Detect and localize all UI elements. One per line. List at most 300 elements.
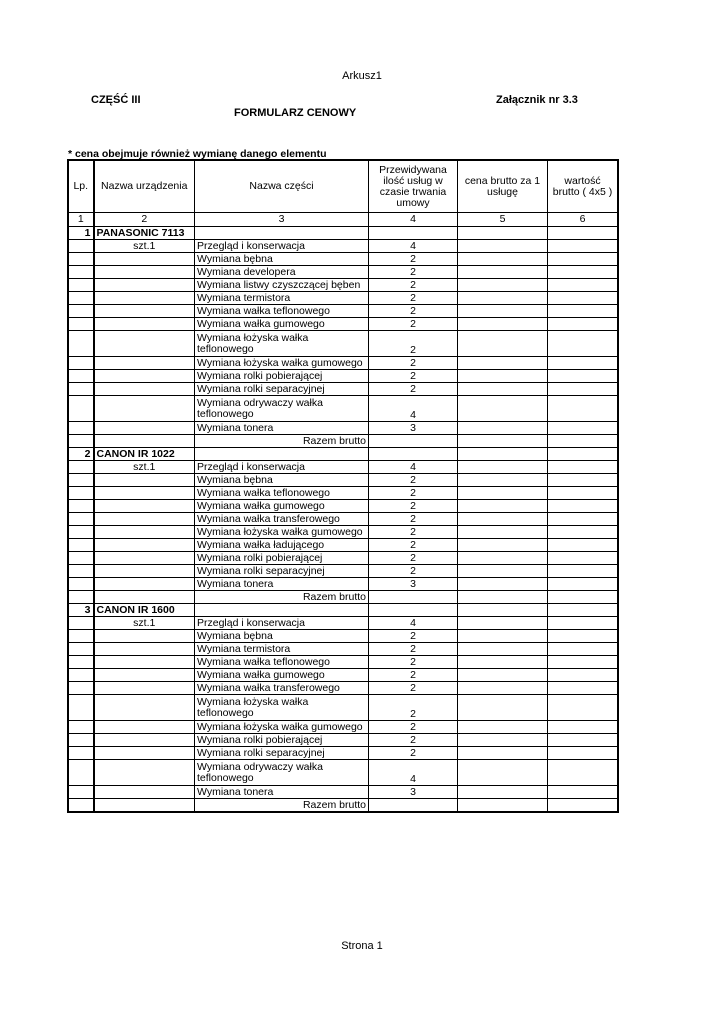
usage-qty: 4 <box>369 617 458 630</box>
usage-qty: 2 <box>369 487 458 500</box>
header-usage: Przewidywana ilość usług w czasie trwania umowy <box>369 161 458 213</box>
device-cell <box>94 552 195 565</box>
empty-cell <box>369 448 458 461</box>
empty-cell <box>369 435 458 448</box>
part-name: Wymiana bębna <box>195 474 369 487</box>
device-name: PANASONIC 7113 <box>94 227 195 240</box>
usage-qty: 2 <box>369 318 458 331</box>
empty-cell <box>458 799 548 812</box>
part-name: Wymiana łożyska wałka teflonowego <box>195 331 369 357</box>
device-cell <box>94 786 195 799</box>
lp-cell <box>69 695 94 721</box>
value-cell <box>548 552 618 565</box>
lp-cell <box>69 799 94 812</box>
device-lp: 1 <box>69 227 94 240</box>
value-cell <box>548 474 618 487</box>
lp-cell <box>69 305 94 318</box>
part-name: Przegląd i konserwacja <box>195 240 369 253</box>
price-cell <box>458 630 548 643</box>
part-row <box>69 357 618 370</box>
value-cell <box>548 383 618 396</box>
device-cell <box>94 643 195 656</box>
usage-qty: 2 <box>369 539 458 552</box>
value-cell <box>548 526 618 539</box>
part-name: Wymiana rolki separacyjnej <box>195 383 369 396</box>
part-name: Wymiana bębna <box>195 630 369 643</box>
value-cell <box>548 266 618 279</box>
part-name: Wymiana wałka teflonowego <box>195 305 369 318</box>
price-cell <box>458 695 548 721</box>
price-cell <box>458 253 548 266</box>
device-cell <box>94 396 195 422</box>
total-row <box>69 435 618 448</box>
usage-qty: 2 <box>369 474 458 487</box>
empty-cell <box>369 591 458 604</box>
value-cell <box>548 331 618 357</box>
part-row <box>69 383 618 396</box>
usage-qty: 2 <box>369 669 458 682</box>
usage-qty: 2 <box>369 266 458 279</box>
device-cell <box>94 526 195 539</box>
lp-cell <box>69 357 94 370</box>
part-label: CZĘŚĆ III <box>91 94 141 106</box>
usage-qty: 2 <box>369 656 458 669</box>
price-cell <box>458 461 548 474</box>
usage-qty: 2 <box>369 292 458 305</box>
price-cell <box>458 578 548 591</box>
price-cell <box>458 539 548 552</box>
part-row <box>69 474 618 487</box>
usage-qty: 3 <box>369 422 458 435</box>
price-note: * cena obejmuje również wymianę danego elementu <box>68 148 327 160</box>
part-row <box>69 630 618 643</box>
part-row <box>69 669 618 682</box>
usage-qty: 2 <box>369 747 458 760</box>
lp-cell <box>69 383 94 396</box>
price-cell <box>458 357 548 370</box>
part-name: Przegląd i konserwacja <box>195 461 369 474</box>
part-row <box>69 552 618 565</box>
device-cell <box>94 474 195 487</box>
device-cell <box>94 721 195 734</box>
value-cell <box>548 396 618 422</box>
device-cell <box>94 682 195 695</box>
empty-cell <box>548 227 618 240</box>
empty-cell <box>548 435 618 448</box>
device-cell <box>94 591 195 604</box>
lp-cell <box>69 474 94 487</box>
empty-cell <box>548 799 618 812</box>
total-label: Razem brutto <box>195 799 369 812</box>
part-row <box>69 292 618 305</box>
device-cell <box>94 799 195 812</box>
qty-label: szt.1 <box>94 617 195 630</box>
lp-cell <box>69 578 94 591</box>
lp-cell <box>69 786 94 799</box>
lp-cell <box>69 513 94 526</box>
device-cell <box>94 734 195 747</box>
lp-cell <box>69 422 94 435</box>
part-row <box>69 578 618 591</box>
value-cell <box>548 721 618 734</box>
lp-cell <box>69 747 94 760</box>
device-cell <box>94 305 195 318</box>
column-number: 1 <box>69 213 94 227</box>
lp-cell <box>69 617 94 630</box>
device-lp: 3 <box>69 604 94 617</box>
lp-cell <box>69 318 94 331</box>
lp-cell <box>69 760 94 786</box>
part-row <box>69 513 618 526</box>
part-row <box>69 500 618 513</box>
device-lp: 2 <box>69 448 94 461</box>
value-cell <box>548 578 618 591</box>
part-row <box>69 617 618 630</box>
price-cell <box>458 760 548 786</box>
part-name: Wymiana tonera <box>195 786 369 799</box>
total-row <box>69 591 618 604</box>
value-cell <box>548 617 618 630</box>
table-header-row <box>69 161 618 213</box>
price-cell <box>458 487 548 500</box>
part-row <box>69 656 618 669</box>
price-cell <box>458 266 548 279</box>
value-cell <box>548 734 618 747</box>
value-cell <box>548 461 618 474</box>
device-cell <box>94 578 195 591</box>
price-table <box>68 160 618 812</box>
price-cell <box>458 643 548 656</box>
device-row <box>69 604 618 617</box>
value-cell <box>548 500 618 513</box>
value-cell <box>548 370 618 383</box>
usage-qty: 2 <box>369 357 458 370</box>
price-cell <box>458 617 548 630</box>
value-cell <box>548 695 618 721</box>
value-cell <box>548 305 618 318</box>
part-row <box>69 331 618 357</box>
price-cell <box>458 240 548 253</box>
device-cell <box>94 656 195 669</box>
usage-qty: 4 <box>369 240 458 253</box>
part-name: Wymiana wałka gumowego <box>195 669 369 682</box>
value-cell <box>548 422 618 435</box>
part-name: Wymiana termistora <box>195 292 369 305</box>
usage-qty: 2 <box>369 370 458 383</box>
device-cell <box>94 279 195 292</box>
usage-qty: 2 <box>369 253 458 266</box>
lp-cell <box>69 669 94 682</box>
price-cell <box>458 669 548 682</box>
usage-qty: 3 <box>369 786 458 799</box>
part-name: Przegląd i konserwacja <box>195 617 369 630</box>
part-name: Wymiana rolki pobierającej <box>195 370 369 383</box>
device-cell <box>94 435 195 448</box>
lp-cell <box>69 266 94 279</box>
price-cell <box>458 383 548 396</box>
empty-cell <box>548 604 618 617</box>
device-cell <box>94 253 195 266</box>
part-row <box>69 695 618 721</box>
value-cell <box>548 539 618 552</box>
column-number: 6 <box>548 213 618 227</box>
part-name: Wymiana developera <box>195 266 369 279</box>
qty-label: szt.1 <box>94 240 195 253</box>
price-cell <box>458 318 548 331</box>
value-cell <box>548 318 618 331</box>
lp-cell <box>69 370 94 383</box>
part-name: Wymiana łożyska wałka gumowego <box>195 357 369 370</box>
empty-cell <box>548 591 618 604</box>
part-row <box>69 487 618 500</box>
lp-cell <box>69 721 94 734</box>
part-name: Wymiana wałka teflonowego <box>195 656 369 669</box>
total-label: Razem brutto <box>195 591 369 604</box>
column-number: 3 <box>195 213 369 227</box>
device-cell <box>94 565 195 578</box>
value-cell <box>548 656 618 669</box>
usage-qty: 2 <box>369 682 458 695</box>
part-row <box>69 747 618 760</box>
lp-cell <box>69 240 94 253</box>
sheet-title: Arkusz1 <box>342 70 382 82</box>
price-cell <box>458 500 548 513</box>
price-cell <box>458 474 548 487</box>
usage-qty: 4 <box>369 396 458 422</box>
lp-cell <box>69 656 94 669</box>
value-cell <box>548 240 618 253</box>
part-row <box>69 253 618 266</box>
usage-qty: 2 <box>369 630 458 643</box>
price-cell <box>458 565 548 578</box>
usage-qty: 2 <box>369 279 458 292</box>
part-name: Wymiana rolki pobierającej <box>195 734 369 747</box>
value-cell <box>548 292 618 305</box>
value-cell <box>548 513 618 526</box>
part-row <box>69 526 618 539</box>
usage-qty: 2 <box>369 695 458 721</box>
usage-qty: 2 <box>369 643 458 656</box>
lp-cell <box>69 500 94 513</box>
value-cell <box>548 487 618 500</box>
device-cell <box>94 695 195 721</box>
part-name: Wymiana listwy czyszczącej bęben <box>195 279 369 292</box>
usage-qty: 2 <box>369 721 458 734</box>
price-cell <box>458 526 548 539</box>
lp-cell <box>69 461 94 474</box>
price-cell <box>458 721 548 734</box>
lp-cell <box>69 539 94 552</box>
column-number: 2 <box>94 213 195 227</box>
empty-cell <box>195 227 369 240</box>
device-cell <box>94 266 195 279</box>
page-footer: Strona 1 <box>341 940 383 952</box>
lp-cell <box>69 435 94 448</box>
part-name: Wymiana odrywaczy wałka teflonowego <box>195 396 369 422</box>
price-cell <box>458 279 548 292</box>
value-cell <box>548 253 618 266</box>
value-cell <box>548 279 618 292</box>
device-cell <box>94 747 195 760</box>
lp-cell <box>69 643 94 656</box>
empty-cell <box>195 604 369 617</box>
lp-cell <box>69 682 94 695</box>
total-row <box>69 799 618 812</box>
part-row <box>69 318 618 331</box>
device-row <box>69 448 618 461</box>
device-row <box>69 227 618 240</box>
usage-qty: 2 <box>369 526 458 539</box>
part-name: Wymiana łożyska wałka teflonowego <box>195 695 369 721</box>
empty-cell <box>369 799 458 812</box>
empty-cell <box>369 227 458 240</box>
part-row <box>69 721 618 734</box>
empty-cell <box>458 591 548 604</box>
device-cell <box>94 357 195 370</box>
value-cell <box>548 760 618 786</box>
part-row <box>69 305 618 318</box>
part-row <box>69 279 618 292</box>
empty-cell <box>195 448 369 461</box>
price-cell <box>458 305 548 318</box>
part-name: Wymiana rolki separacyjnej <box>195 565 369 578</box>
empty-cell <box>369 604 458 617</box>
part-row <box>69 396 618 422</box>
part-row <box>69 422 618 435</box>
part-name: Wymiana wałka transferowego <box>195 513 369 526</box>
device-cell <box>94 292 195 305</box>
lp-cell <box>69 279 94 292</box>
usage-qty: 2 <box>369 552 458 565</box>
part-row <box>69 240 618 253</box>
part-row <box>69 266 618 279</box>
device-cell <box>94 630 195 643</box>
device-name: CANON IR 1600 <box>94 604 195 617</box>
device-cell <box>94 513 195 526</box>
part-row <box>69 786 618 799</box>
total-label: Razem brutto <box>195 435 369 448</box>
part-row <box>69 734 618 747</box>
empty-cell <box>458 604 548 617</box>
usage-qty: 2 <box>369 331 458 357</box>
empty-cell <box>458 227 548 240</box>
column-number: 4 <box>369 213 458 227</box>
part-name: Wymiana bębna <box>195 253 369 266</box>
device-cell <box>94 669 195 682</box>
price-cell <box>458 292 548 305</box>
lp-cell <box>69 630 94 643</box>
part-row <box>69 539 618 552</box>
part-row <box>69 565 618 578</box>
device-name: CANON IR 1022 <box>94 448 195 461</box>
device-cell <box>94 383 195 396</box>
part-name: Wymiana termistora <box>195 643 369 656</box>
part-name: Wymiana wałka ładującego <box>195 539 369 552</box>
column-number-row <box>69 213 618 227</box>
qty-label: szt.1 <box>94 461 195 474</box>
value-cell <box>548 682 618 695</box>
value-cell <box>548 786 618 799</box>
part-name: Wymiana łożyska wałka gumowego <box>195 721 369 734</box>
price-cell <box>458 552 548 565</box>
price-cell <box>458 396 548 422</box>
price-cell <box>458 786 548 799</box>
usage-qty: 2 <box>369 565 458 578</box>
price-cell <box>458 656 548 669</box>
part-row <box>69 760 618 786</box>
lp-cell <box>69 552 94 565</box>
device-cell <box>94 500 195 513</box>
annex-label: Załącznik nr 3.3 <box>496 94 578 106</box>
value-cell <box>548 747 618 760</box>
price-cell <box>458 747 548 760</box>
part-name: Wymiana wałka gumowego <box>195 318 369 331</box>
device-cell <box>94 539 195 552</box>
column-number: 5 <box>458 213 548 227</box>
part-name: Wymiana tonera <box>195 578 369 591</box>
part-name: Wymiana wałka teflonowego <box>195 487 369 500</box>
price-cell <box>458 734 548 747</box>
value-cell <box>548 630 618 643</box>
price-cell <box>458 513 548 526</box>
lp-cell <box>69 487 94 500</box>
header-device: Nazwa urządzenia <box>94 161 195 213</box>
value-cell <box>548 669 618 682</box>
part-name: Wymiana rolki separacyjnej <box>195 747 369 760</box>
part-name: Wymiana odrywaczy wałka teflonowego <box>195 760 369 786</box>
usage-qty: 2 <box>369 305 458 318</box>
part-row <box>69 461 618 474</box>
header-part: Nazwa części <box>195 161 369 213</box>
lp-cell <box>69 253 94 266</box>
device-cell <box>94 331 195 357</box>
device-cell <box>94 487 195 500</box>
usage-qty: 4 <box>369 760 458 786</box>
part-row <box>69 370 618 383</box>
usage-qty: 3 <box>369 578 458 591</box>
part-name: Wymiana tonera <box>195 422 369 435</box>
part-name: Wymiana wałka gumowego <box>195 500 369 513</box>
part-row <box>69 682 618 695</box>
usage-qty: 2 <box>369 500 458 513</box>
usage-qty: 2 <box>369 734 458 747</box>
value-cell <box>548 565 618 578</box>
lp-cell <box>69 292 94 305</box>
usage-qty: 4 <box>369 461 458 474</box>
part-row <box>69 643 618 656</box>
part-name: Wymiana wałka transferowego <box>195 682 369 695</box>
header-lp: Lp. <box>69 161 94 213</box>
price-cell <box>458 682 548 695</box>
price-cell <box>458 331 548 357</box>
lp-cell <box>69 526 94 539</box>
lp-cell <box>69 734 94 747</box>
part-name: Wymiana rolki pobierającej <box>195 552 369 565</box>
value-cell <box>548 357 618 370</box>
price-cell <box>458 422 548 435</box>
form-title: FORMULARZ CENOWY <box>234 107 357 119</box>
device-cell <box>94 318 195 331</box>
usage-qty: 2 <box>369 513 458 526</box>
part-name: Wymiana łożyska wałka gumowego <box>195 526 369 539</box>
device-cell <box>94 760 195 786</box>
empty-cell <box>548 448 618 461</box>
lp-cell <box>69 591 94 604</box>
header-price: cena brutto za 1 usługę <box>458 161 548 213</box>
lp-cell <box>69 565 94 578</box>
device-cell <box>94 370 195 383</box>
lp-cell <box>69 331 94 357</box>
